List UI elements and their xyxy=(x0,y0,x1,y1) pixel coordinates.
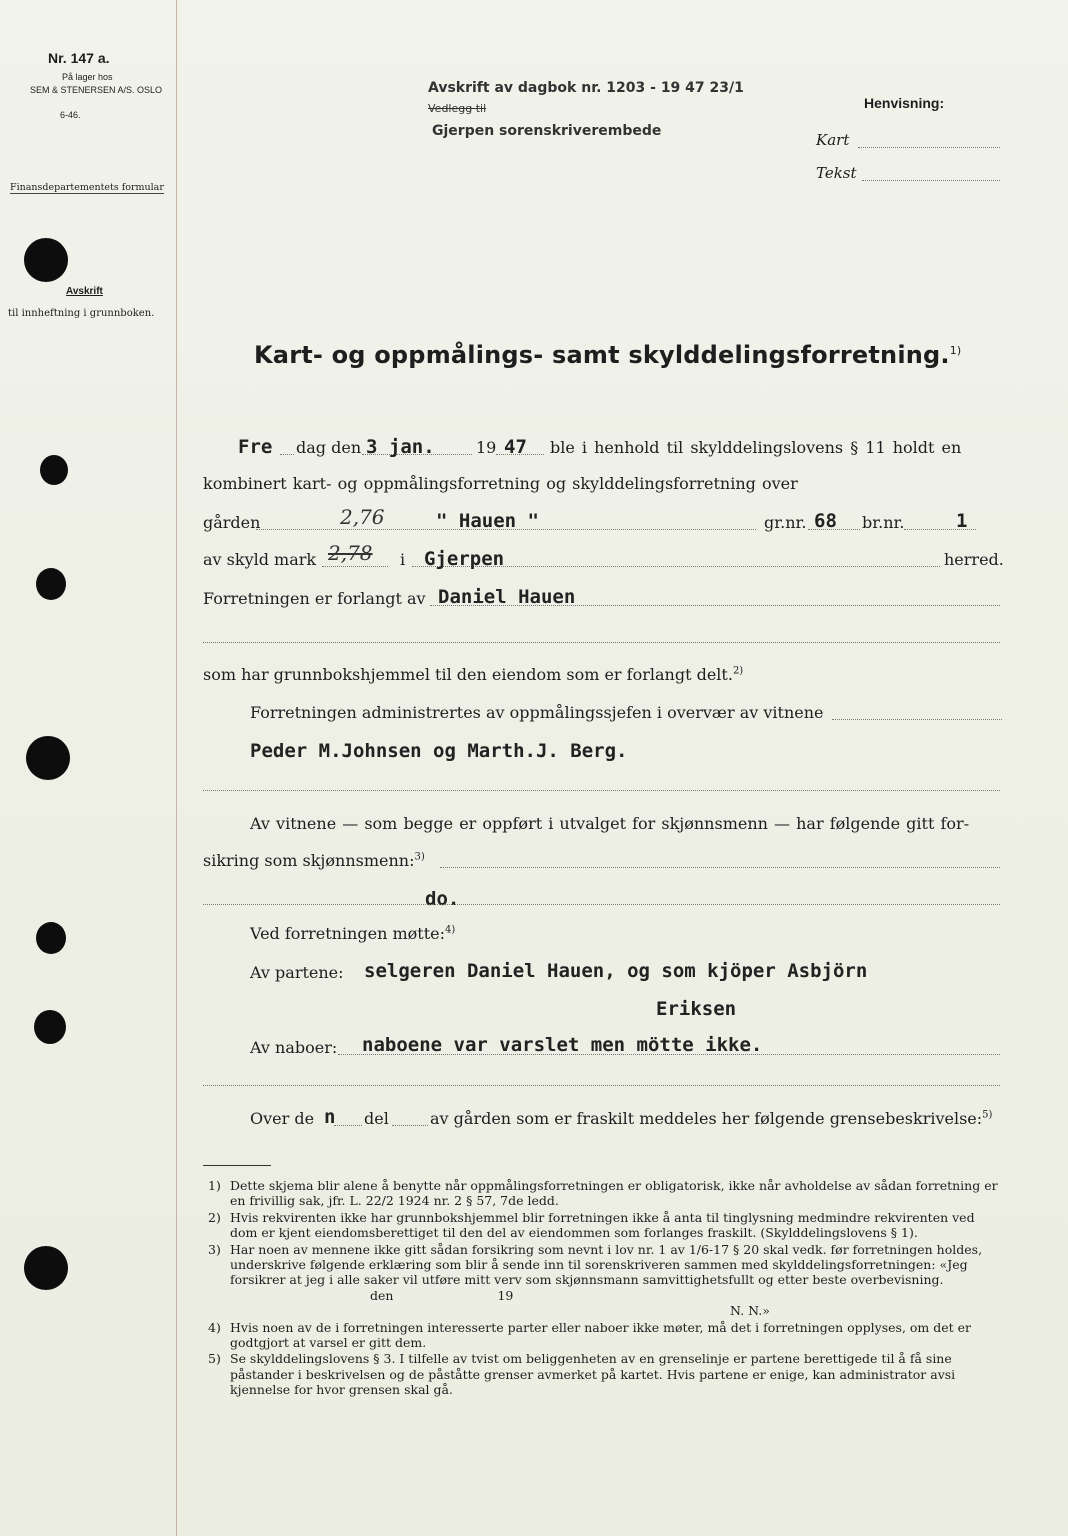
met-label-text: Ved forretningen møtte: xyxy=(250,924,445,943)
footnote-5 xyxy=(208,1351,1002,1398)
dots xyxy=(334,1125,362,1126)
dots xyxy=(832,719,1002,720)
printer-line2: SEM & STENERSEN A/S. OSLO xyxy=(30,85,163,95)
footnote-1 xyxy=(208,1178,1002,1209)
farm-name: " Hauen " xyxy=(436,510,539,532)
administered: Forretningen administrertes av oppmålingssjefen i overvær av vitnene xyxy=(250,703,824,722)
dots xyxy=(280,454,294,455)
margin-rule xyxy=(176,0,177,1536)
requested-label: Forretningen er forlangt av xyxy=(203,589,426,608)
title-note: 1) xyxy=(949,344,962,357)
blank-line xyxy=(203,790,1000,791)
footnote-num: 2) xyxy=(208,1209,221,1225)
footnote-text: Hvis rekvirenten ikke har grunnbokshjemmel blir forretningen ikke å anta til tinglysning medmindre rekvirenten ved dom er kjent eiendomsberettiget til den del av eiendommen som forlanges fraskilt. (Skylddelingslovens § 1). xyxy=(230,1209,975,1241)
punch-hole-1 xyxy=(24,238,68,282)
line2: kombinert kart- og oppmålingsforretning og skylddelingsforretning over xyxy=(203,474,798,493)
dots xyxy=(392,1125,428,1126)
punch-hole-4 xyxy=(26,736,70,780)
footnote-4 xyxy=(208,1319,1002,1351)
year-prefix: 19 xyxy=(476,438,497,457)
footnote-num: 1) xyxy=(208,1178,221,1193)
parties-label: Av partene: xyxy=(250,963,344,982)
punch-hole-6 xyxy=(34,1010,66,1044)
hjemmel xyxy=(203,665,743,684)
assurance-line2-text: sikring som skjønnsmenn: xyxy=(203,851,415,870)
footnote3-year: 19 xyxy=(497,1287,514,1303)
stamp-line1: Avskrift av dagbok nr. 1203 - 19 47 23/1 xyxy=(428,80,744,96)
footnotes xyxy=(208,1178,1002,1399)
blank-line xyxy=(203,642,1000,643)
requested-by: Daniel Hauen xyxy=(438,586,576,608)
boundary-rest-wrap xyxy=(430,1109,992,1128)
dots xyxy=(322,566,388,567)
parties-line1: selgeren Daniel Hauen, og som kjöper Asbjörn xyxy=(364,960,868,982)
footnote-text: Dette skjema blir alene å benytte når oppmålingsforretningen er obligatorisk, ikke når avholdelse av sådan forretning er en frivillig sak, jfr. L. 22/2 1924 nr. 2 § 57, 7de ledd. xyxy=(230,1178,998,1209)
witnesses: Peder M.Johnsen og Marth.J. Berg. xyxy=(250,740,628,762)
footnote-rule xyxy=(203,1165,271,1166)
parties-line2: Eriksen xyxy=(656,998,737,1020)
date-value: 3 jan. xyxy=(366,436,435,458)
copy-label: Avskrift xyxy=(66,286,103,297)
copy-note: til innheftning i grunnboken. xyxy=(8,308,155,319)
year-value: 47 xyxy=(504,436,527,458)
dots xyxy=(440,867,1000,868)
stamp-line2: Vedlegg til xyxy=(428,102,487,115)
boundary-note: 5) xyxy=(982,1109,993,1121)
neighbors-label: Av naboer: xyxy=(250,1038,338,1057)
assurance-line2 xyxy=(203,851,425,870)
herred: herred. xyxy=(944,550,1004,569)
page-title xyxy=(254,341,961,369)
hjemmel-text: som har grunnbokshjemmel til den eiendom som er forlangt delt. xyxy=(203,665,733,684)
assurance-value: do. xyxy=(425,888,460,910)
printer-line1: På lager hos xyxy=(62,72,113,82)
neighbors-value: naboene var varslet men mötte ikke. xyxy=(362,1034,763,1056)
boundary-fill: n xyxy=(324,1106,336,1128)
line1-rest: ble i henhold til skylddelingslovens § 11 holdt en xyxy=(550,438,962,457)
print-date: 6-46. xyxy=(60,110,81,120)
footnote-3 xyxy=(208,1241,1002,1319)
punch-hole-7 xyxy=(24,1246,68,1290)
title-text: Kart- og oppmålings- samt skylddelingsforretning. xyxy=(254,341,950,369)
reference-label: Henvisning: xyxy=(864,95,945,111)
municipality: Gjerpen xyxy=(424,548,505,570)
footnote-num: 5) xyxy=(208,1351,221,1367)
punch-hole-3 xyxy=(36,568,66,600)
dag-den: dag den xyxy=(296,438,362,457)
form-number: Nr. 147 a. xyxy=(48,50,110,66)
kart-dots xyxy=(858,147,1000,148)
assurance-note: 3) xyxy=(414,851,425,863)
formular-label: Finansdepartementets formular xyxy=(10,182,164,193)
footnote-text: Se skylddelingslovens § 3. I tilfelle av tvist om beliggenheten av en grenselinje er partene berettigede til å få sine påstander i beskrivelsen og de påståtte grenser avmerket på kartet. Hvis partene er enige, kan administrator avsi kjennelse for hvor grensen skal gå. xyxy=(230,1351,956,1398)
garden-label: gården xyxy=(203,513,261,532)
footnote3-nn: N. N.» xyxy=(730,1303,770,1319)
handwritten-value: 2,76 xyxy=(340,505,385,529)
punch-hole-2 xyxy=(40,455,68,485)
footnote-num: 4) xyxy=(208,1319,221,1335)
punch-hole-5 xyxy=(36,922,66,954)
skyld-label: av skyld mark xyxy=(203,550,317,569)
brnr-value: 1 xyxy=(956,510,968,532)
blank-line xyxy=(203,904,1000,905)
met-note: 4) xyxy=(444,924,456,936)
boundary-del: del xyxy=(364,1109,389,1128)
assurance-line1: Av vitnene — som begge er oppført i utvalget for skjønnsmenn — har følgende gitt for- xyxy=(250,814,970,833)
skyld-value: 2,78 xyxy=(328,541,373,565)
blank-line xyxy=(203,1085,1000,1086)
i-label: i xyxy=(400,550,406,569)
footnote-2 xyxy=(208,1209,1002,1241)
grnr-label: gr.nr. xyxy=(764,513,807,532)
footnote-num: 3) xyxy=(208,1241,221,1257)
boundary-rest: av gården som er fraskilt meddeles her følgende grensebeskrivelse: xyxy=(430,1109,983,1128)
brnr-label: br.nr. xyxy=(862,513,905,532)
reference-tekst: Tekst xyxy=(816,164,857,182)
footnote-text: Har noen av mennene ikke gitt sådan forsikring som nevnt i lov nr. 1 av 1/6-17 § 20 skal vedk. før forretningen holdes, underskrive følgende erklæring som blir å sende inn til sorenskriveren sammen med skylddelingsforretningen: «Jeg forsikrer at jeg i alle saker vil utføre mitt verv som skjønnsmann samvittighetsfullt og etter beste overbevisning. xyxy=(230,1241,983,1288)
tekst-dots xyxy=(862,180,1000,181)
stamp-line3: Gjerpen sorenskriverembede xyxy=(432,123,662,139)
footnote-text: Hvis noen av de i forretningen interesserte parter eller naboer ikke møter, må det i forretningen opplyses, om det er godtgjort at varsel er gitt dem. xyxy=(230,1319,972,1351)
met-label xyxy=(250,924,455,943)
weekday-prefix: Fre xyxy=(238,436,273,458)
hjemmel-note: 2) xyxy=(732,665,744,677)
grnr-value: 68 xyxy=(814,510,837,532)
boundary-prefix: Over de xyxy=(250,1109,315,1128)
footnote3-den: den xyxy=(370,1287,394,1303)
reference-kart: Kart xyxy=(816,131,850,149)
